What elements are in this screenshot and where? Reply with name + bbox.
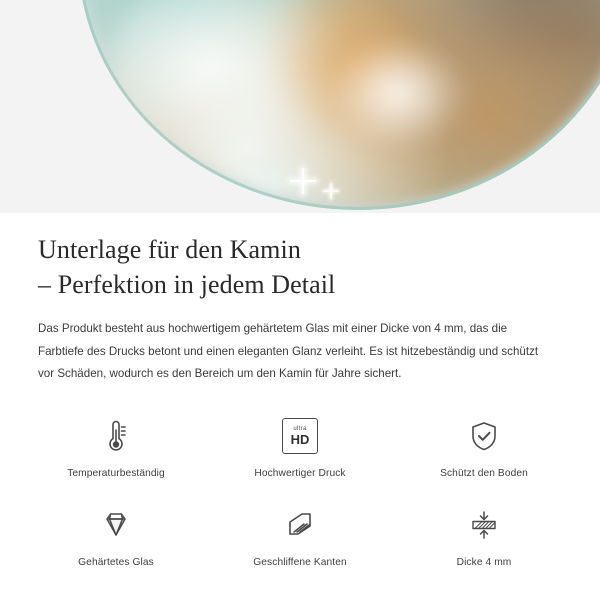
feature-item-temperature	[24, 412, 208, 479]
feature-label: Dicke 4 mm	[456, 556, 512, 568]
feature-grid	[0, 412, 600, 568]
diamond-icon	[92, 501, 140, 549]
feature-label: Geschliffene Kanten	[253, 556, 347, 568]
hero-image	[0, 0, 600, 213]
feature-label: Temperaturbeständig	[67, 467, 165, 479]
feature-item-tempered-glass	[24, 501, 208, 568]
description-paragraph: Das Produkt besteht aus hochwertigem gehärtetem Glas mit einer Dicke von 4 mm, das die Farbtiefe des Drucks betont und einen eleganten Glanz verleiht. Es ist hitzebeständig und schützt vor Schäden, wodurch es den Bereich um den Kamin für Jahre sichert.	[38, 322, 539, 381]
shield-check-icon	[460, 412, 508, 460]
polished-edges-icon	[276, 501, 324, 549]
badge-top-text: ultra	[293, 425, 307, 432]
feature-label: Gehärtetes Glas	[78, 556, 154, 568]
content-area	[0, 213, 600, 568]
ultra-hd-badge-icon	[276, 412, 324, 460]
title-line-2: – Perfektion in jedem Detail	[38, 269, 336, 299]
feature-item-floor-protection	[392, 412, 576, 479]
thermometer-icon	[92, 412, 140, 460]
feature-label: Hochwertiger Druck	[254, 467, 346, 479]
glass-panel-image	[78, 0, 600, 210]
feature-label: Schützt den Boden	[440, 467, 528, 479]
title-line-1: Unterlage für den Kamin	[38, 235, 301, 264]
feature-item-thickness	[392, 501, 576, 568]
feature-item-polished-edges	[208, 501, 392, 568]
glass-edge	[78, 0, 600, 210]
feature-item-print-quality	[208, 412, 392, 479]
page-title	[0, 213, 600, 302]
badge-main-text: HD	[290, 431, 310, 447]
thickness-arrows-icon	[460, 501, 508, 549]
